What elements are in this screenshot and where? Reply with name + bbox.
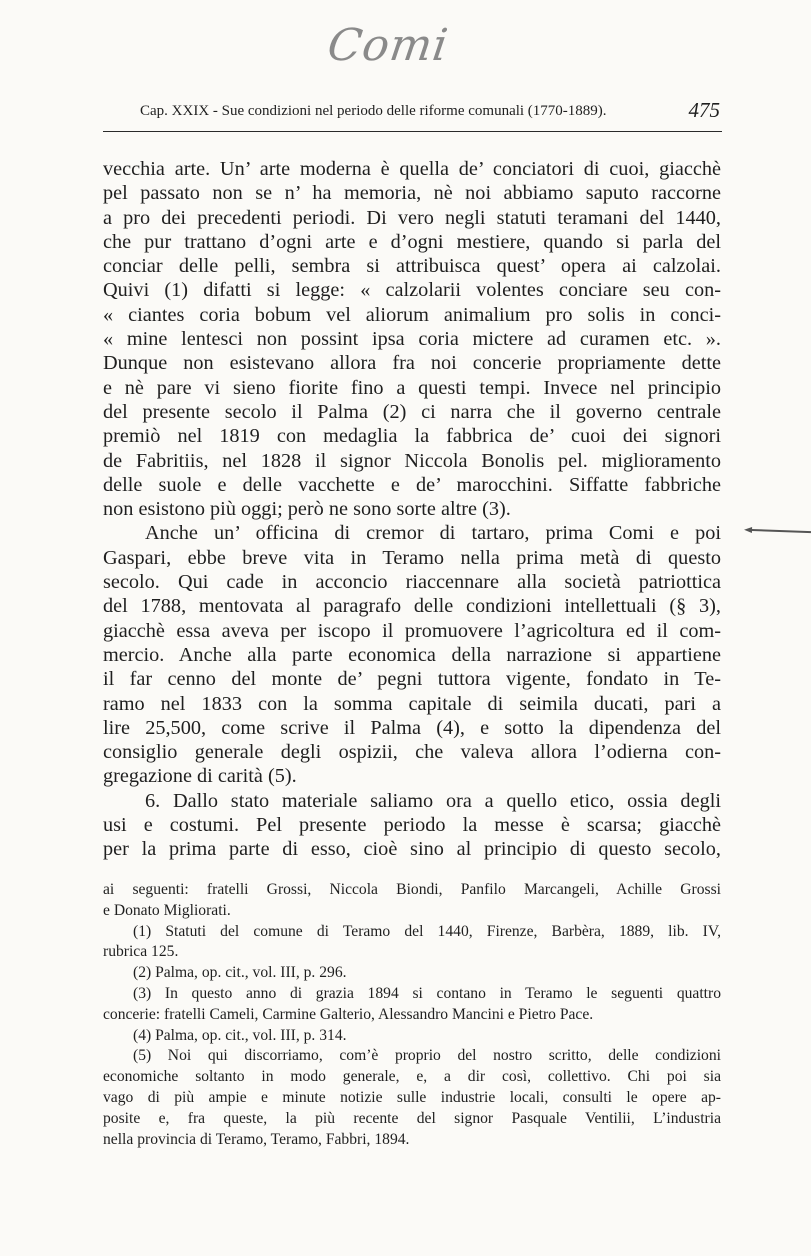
- body-line: 6. Dallo stato materiale saliamo ora a quello etico, ossia degli: [145, 789, 721, 812]
- body-line: gregazione di carità (5).: [103, 765, 297, 788]
- footnote-line: (1) Statuti del comune di Teramo del 1440, Firenze, Barbèra, 1889, lib. IV,: [133, 922, 721, 940]
- footnote-line: (3) In questo anno di grazia 1894 si contano in Teramo le seguenti quattro: [133, 984, 721, 1002]
- running-head: [140, 98, 720, 122]
- footnotes: [103, 880, 721, 1150]
- footnote-line: vago di più ampie e minute notizie sulle industrie locali, consulti le opere ap-: [103, 1088, 721, 1106]
- body-line: consiglio generale degli ospizii, che valeva allora l’odierna con-: [103, 741, 721, 764]
- handwritten-annotation: Comi: [324, 20, 452, 71]
- body-line: Dunque non esistevano allora fra noi concerie propriamente dette: [103, 352, 721, 375]
- header-rule: [103, 131, 722, 132]
- body-line: a pro dei precedenti periodi. Di vero negli statuti teramani del 1440,: [103, 206, 721, 229]
- body-line: premiò nel 1819 con medaglia la fabbrica de’ cuoi dei signori: [103, 425, 721, 448]
- body-line: Gaspari, ebbe breve vita in Teramo nella prima metà di questo: [103, 546, 721, 569]
- body-line: ramo nel 1833 con la somma capitale di seimila ducati, pari a: [103, 692, 721, 715]
- body-text: [103, 157, 721, 862]
- margin-pointer-mark: [748, 529, 811, 533]
- body-line: de Fabritiis, nel 1828 il signor Niccola Bonolis pel. miglioramento: [103, 449, 721, 472]
- chapter-title: Cap. XXIX - Sue condizioni nel periodo delle riforme comunali (1770-1889).: [140, 103, 607, 119]
- body-line: « ciantes coria bobum vel aliorum animalium pro solis in conci-: [103, 303, 721, 326]
- footnote-line: rubrica 125.: [103, 943, 179, 961]
- body-line: conciar delle pelli, sembra si attribuisca quest’ opera ai calzolai.: [103, 255, 721, 278]
- body-line: mercio. Anche alla parte economica della narrazione si appartiene: [103, 643, 721, 666]
- body-line: il far cenno del monte de’ pegni tuttora vigente, fondato in Te-: [103, 668, 721, 691]
- footnote-line: (4) Palma, op. cit., vol. III, p. 314.: [133, 1026, 347, 1044]
- footnote-line: e Donato Migliorati.: [103, 901, 231, 919]
- footnote-line: ai seguenti: fratelli Grossi, Niccola Biondi, Panfilo Marcangeli, Achille Grossi: [103, 881, 721, 898]
- footnote-line: nella provincia di Teramo, Teramo, Fabbri, 1894.: [103, 1130, 410, 1148]
- body-line: del 1788, mentovata al paragrafo delle condizioni intellettuali (§ 3),: [103, 595, 721, 618]
- body-line: lire 25,500, come scrive il Palma (4), e sotto la dipendenza del: [103, 716, 721, 739]
- body-line: Quivi (1) difatti si legge: « calzolarii volentes conciare seu con-: [103, 279, 721, 302]
- footnote-line: posite e, fra queste, la più recente del signor Pasquale Ventilii, L’industria: [103, 1109, 721, 1127]
- body-line: delle suole e delle vacchette e de’ marocchini. Siffatte fabbriche: [103, 473, 721, 496]
- body-line: pel passato non se n’ ha memoria, nè noi abbiamo saputo raccorne: [103, 182, 721, 205]
- body-line: usi e costumi. Pel presente periodo la messe è scarsa; giacchè: [103, 814, 721, 837]
- body-line: per la prima parte di esso, cioè sino al principio di questo secolo,: [103, 838, 721, 861]
- body-line: secolo. Qui cade in acconcio riaccennare alla società patriottica: [103, 571, 721, 594]
- body-line: che pur trattano d’ogni arte e d’ogni mestiere, quando si parla del: [103, 230, 721, 253]
- body-line: Anche un’ officina di cremor di tartaro, prima Comi e poi: [145, 522, 721, 545]
- body-line: vecchia arte. Un’ arte moderna è quella de’ conciatori di cuoi, giacchè: [103, 158, 721, 180]
- footnote-line: (2) Palma, op. cit., vol. III, p. 296.: [133, 964, 347, 982]
- body-line: del presente secolo il Palma (2) ci narra che il governo centrale: [103, 400, 721, 423]
- body-line: giacchè essa aveva per iscopo il promuovere l’agricoltura ed il com-: [103, 619, 721, 642]
- footnote-line: concerie: fratelli Cameli, Carmine Galterio, Alessandro Mancini e Pietro Pace.: [103, 1005, 594, 1023]
- footnote-line: (5) Noi qui discorriamo, com’è proprio del nostro scritto, delle condizioni: [133, 1047, 721, 1065]
- footnote-line: economiche soltanto in modo generale, e, a dir così, collettivo. Chi poi sia: [103, 1068, 721, 1086]
- page-number: 475: [688, 98, 720, 122]
- body-line: non esistono più oggi; però ne sono sorte altre (3).: [103, 498, 511, 521]
- body-line: « mine lentesci non possint ipsa coria mictere ad curamen etc. ».: [103, 328, 721, 351]
- body-line: e nè pare vi sieno fiorite fino a questi tempi. Invece nel principio: [103, 376, 721, 399]
